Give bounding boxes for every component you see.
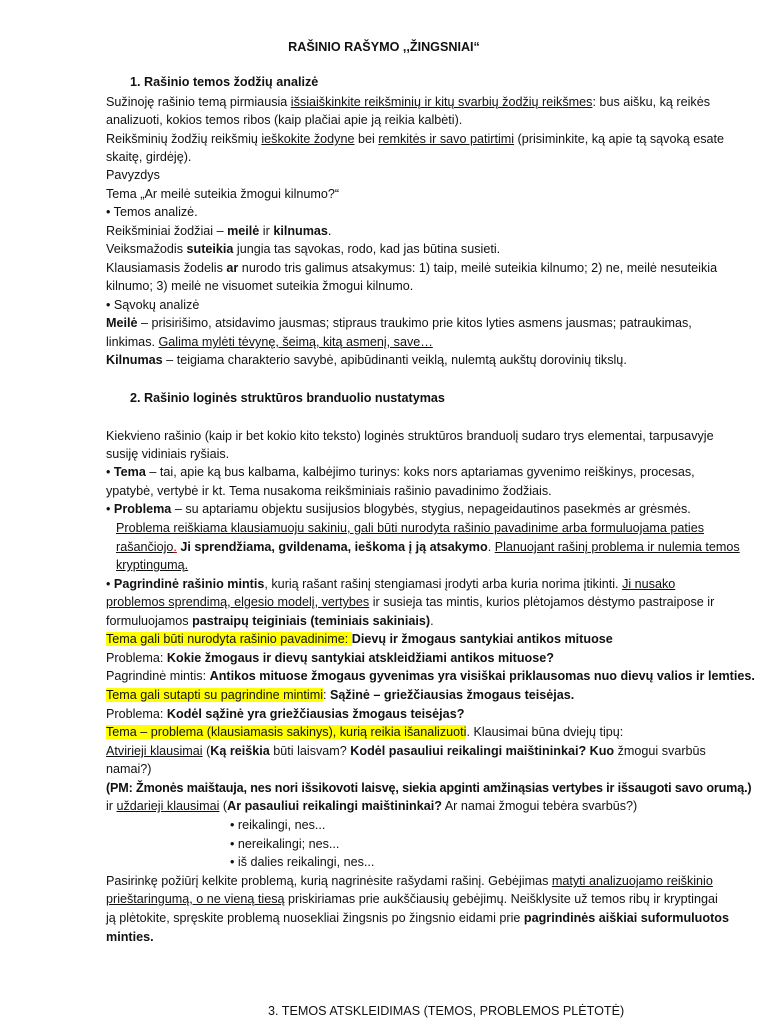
section-2-heading: 2. Rašinio loginės struktūros branduolio nustatymas [130, 391, 445, 405]
s1-line-3: Reikšminių žodžių reikšmių ieškokite žodyne bei remkitės ir savo patirtimi (prisiminkite, ką apie tą sąvoką esate [106, 132, 725, 146]
s1-line-2: analizuoti, kokios temos ribos (kaip plačiai apie ją reikia kalbėti). [106, 113, 463, 127]
s2-theme-1: • Tema – tai, apie ką bus kalbama, kalbėjimo turinys: koks nors aptariamas gyvenimo reiškinys, procesas, [106, 465, 695, 479]
s1-question-word-line: Klausiamasis žodelis ar nurodo tris galimus atsakymus: 1) taip, meilė suteikia kilnumo; 2) ne, meilė nesuteikia [106, 261, 718, 275]
s1-example-label: Pavyzdys [106, 168, 160, 182]
s2-final-2: prieštaringumą, o ne vieną tiesą priskiriamas prie aukščiausių gebėjimų. Neišklysite už temos ribų ir kryptingai [106, 892, 718, 906]
s2-example-2-problem: Problema: Kodėl sąžinė yra griežčiausias žmogaus teisėjas? [106, 707, 465, 721]
s2-problem-1: • Problema – su aptariamu objektu susijusios blogybės, stygius, nepageidautinos pasekmės ar grėsmės. [106, 502, 691, 516]
s2-open-questions: Atvirieji klausimai (Ką reiškia būti laisvam? Kodėl pasauliui reikalingi maištininkai? Kuo žmogui svarbūs [106, 744, 706, 758]
s2-example-2-topic: Tema gali sutapti su pagrindine mintimi: Sąžinė – griežčiausias žmogaus teisėjas. [106, 688, 575, 702]
s1-love-definition-cont: linkimas. Galima mylėti tėvynę, šeimą, kitą asmenį, save… [106, 335, 433, 349]
section-3-heading: 3. TEMOS ATSKLEIDIMAS (TEMOS, PROBLEMOS PLĖTOTĖ) [268, 1004, 625, 1018]
s2-problem-4: kryptingumą. [116, 558, 189, 572]
s2-example-1-main-idea: Pagrindinė mintis: Antikos mituose žmogaus gyvenimas yra visiškai priklausomas nuo dievų valios ir lemties. [106, 669, 755, 683]
s2-intro-1: Kiekvieno rašinio (kaip ir bet kokio kito teksto) loginės struktūros branduolį sudaro trys elementai, tarpusavyje [106, 429, 714, 443]
s1-verb-line: Veiksmažodis suteikia jungia tas sąvokas, rodo, kad jas būtina susieti. [106, 242, 501, 256]
section-1-heading: 1. Rašinio temos žodžių analizė [130, 75, 319, 89]
list-item: • iš dalies reikalingi, nes... [230, 855, 375, 869]
s2-final-4: minties. [106, 930, 154, 944]
s1-topic-analysis: • Temos analizė. [106, 205, 198, 219]
s2-example-3-topic: Tema – problema (klausiamasis sakinys), kurią reikia išanalizuoti. Klausimai būna dviejų tipų: [106, 725, 624, 739]
s2-main-idea-1: • Pagrindinė rašinio mintis, kurią rašant rašinį stengiamasi įrodyti arba kuria norima įtikinti. Ji nusako [106, 577, 676, 591]
s2-open-questions-cont: namai?) [106, 762, 152, 776]
s2-problem-3: rašančiojo. Ji sprendžiama, gvildenama, ieškoma į ją atsakymo. Planuojant rašinį problema ir nulemia temos [116, 540, 740, 554]
s2-theme-2: ypatybė, vertybė ir kt. Tema nusakoma reikšminiais rašinio pavadinimo žodžiais. [106, 484, 552, 498]
document-title: RAŠINIO RAŠYMO ,,ŽINGSNIAI“ [288, 40, 480, 54]
s2-intro-2: susiję vidiniais ryšiais. [106, 447, 230, 461]
s2-closed-questions: ir uždarieji klausimai (Ar pasauliui reikalingi maištininkai? Ar namai žmogui tebėra svarbūs?) [106, 799, 638, 813]
s2-example-1-problem: Problema: Kokie žmogaus ir dievų santykiai atskleidžiami antikos mituose? [106, 651, 554, 665]
s1-line-11: kilnumo; 3) meilė ne visuomet suteikia žmogui kilnumo. [106, 279, 414, 293]
s1-concept-analysis: • Sąvokų analizė [106, 298, 200, 312]
list-item: • reikalingi, nes... [230, 818, 326, 832]
s2-main-idea-example: (PM: Žmonės maištauja, nes nori išsikovoti laisvę, siekia apginti amžinąsias vertybes ir išsaugoti savo orumą.) [106, 781, 752, 795]
s1-line-1: Sužinoję rašinio temą pirmiausia išsiaiškinkite reikšminių ir kitų svarbių žodžių reikšmes: bus aišku, ką reikės [106, 95, 711, 109]
s1-example-topic: Tema „Ar meilė suteikia žmogui kilnumo?“ [106, 187, 340, 201]
s1-love-definition: Meilė – prisirišimo, atsidavimo jausmas; stipraus traukimo prie kitos lyties asmens jausmas; patraukimas, [106, 316, 692, 330]
s2-final-3: ją plėtokite, spręskite problemą nuosekliai žingsnis po žingsnio eidami prie pagrindinės aiškiai suformuluotos [106, 911, 729, 925]
s2-example-1-topic: Tema gali būti nurodyta rašinio pavadinime: Dievų ir žmogaus santykiai antikos mituose [106, 632, 613, 646]
s2-final-1: Pasirinkę požiūrį kelkite problemą, kurią nagrinėsite rašydami rašinį. Gebėjimas matyti analizuojamo reiškinio [106, 874, 713, 888]
s2-problem-2: Problema reiškiama klausiamuoju sakiniu, gali būti nurodyta rašinio pavadinime arba formuluojama paties [116, 521, 705, 535]
s1-line-4: skaitę, girdėję). [106, 150, 192, 164]
s2-main-idea-2: problemos sprendimą, elgesio modelį, vertybes ir susieja tas mintis, kurios plėtojamos dėstymo pastraipose ir [106, 595, 715, 609]
list-item: • nereikalingi; nes... [230, 837, 340, 851]
s2-main-idea-3: formuluojamos pastraipų teiginiais (teminiais sakiniais). [106, 614, 434, 628]
s1-key-words: Reikšminiai žodžiai – meilė ir kilnumas. [106, 224, 332, 238]
s1-nobility-definition: Kilnumas – teigiama charakterio savybė, apibūdinanti veiklą, nulemtą aukštų dorovinių tikslų. [106, 353, 627, 367]
